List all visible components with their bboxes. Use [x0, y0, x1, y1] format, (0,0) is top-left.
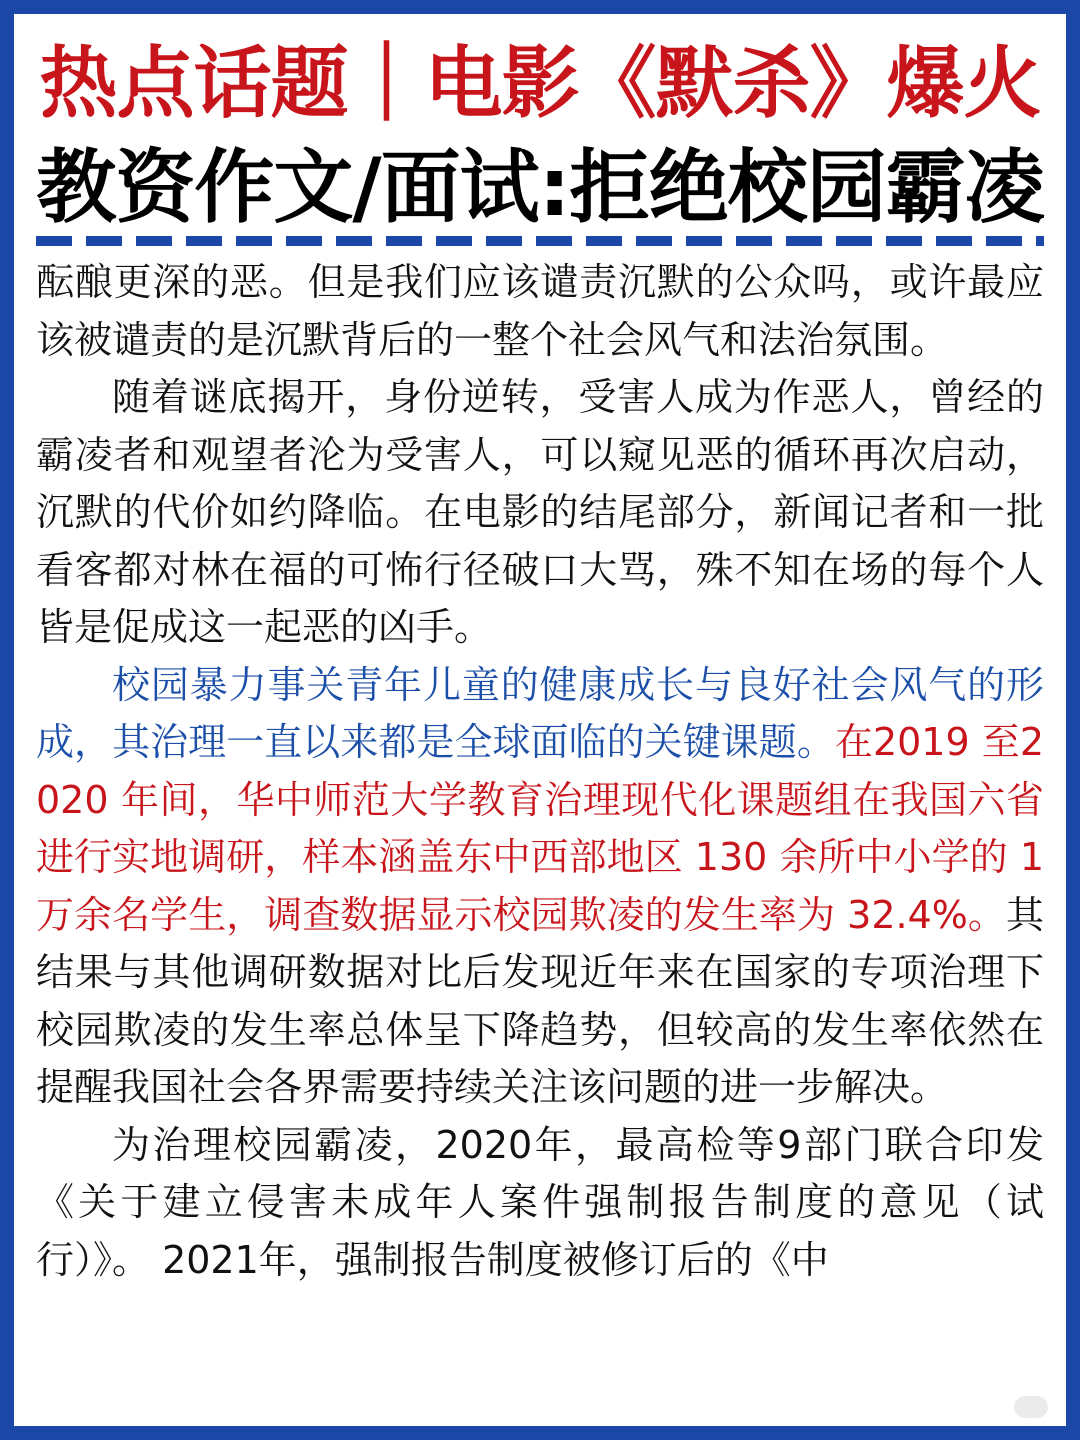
watermark-badge — [1014, 1396, 1048, 1418]
paragraph-4: 为治理校园霸凌，2020年，最高检等9部门联合印发《关于建立侵害未成年人案件强制报告制度的意见（试行）》。 2021年，强制报告制度被修订后的《中 — [36, 1122, 1044, 1282]
paragraph-2: 随着谜底揭开，身份逆转，受害人成为作恶人，曾经的霸凌者和观望者沦为受害人，可以窥见恶的循环再次启动，沉默的代价如约降临。在电影的结尾部分，新闻记者和一批看客都对林在福的可怖行径破口大骂，殊不知在场的每个人皆是促成这一起恶的凶手。 — [36, 375, 1044, 649]
paragraph-3-tail: 其结果与其他调研数据对比后发现近年来在国家的专项治理下校园欺凌的发生率总体呈下降趋势，但较高的发生率依然在提醒我国社会各界需要持续关注该问题的进一步解决。 — [36, 892, 1044, 1109]
highlight-blue-text: 校园暴力事关青年儿童的健康成长与良好社会风气的形成，其治理一直以来都是全球面临的关键课题。 — [36, 662, 1044, 764]
title-line-1: 热点话题｜电影《默杀》爆火 — [39, 39, 1041, 129]
paragraph-1: 酝酿更深的恶。但是我们应该谴责沉默的公众吗，或许最应该被谴责的是沉默背后的一整个社会风气和法治氛围。 — [36, 260, 1044, 362]
dashed-divider — [36, 236, 1044, 246]
page-frame — [14, 14, 1066, 1426]
highlight-red-text: 在2019 至2020 年间，华中师范大学教育治理现代化课题组在我国六省进行实地调研，样本涵盖东中西部地区 130 余所中小学的 1 万余名学生，调查数据显示校园欺凌的发生率为 32.4%。 — [36, 720, 1044, 937]
title-line-2: 教资作文/面试:拒绝校园霸凌 — [36, 141, 1044, 234]
article-body — [36, 254, 1044, 1289]
paragraph-3 — [36, 657, 1044, 1117]
